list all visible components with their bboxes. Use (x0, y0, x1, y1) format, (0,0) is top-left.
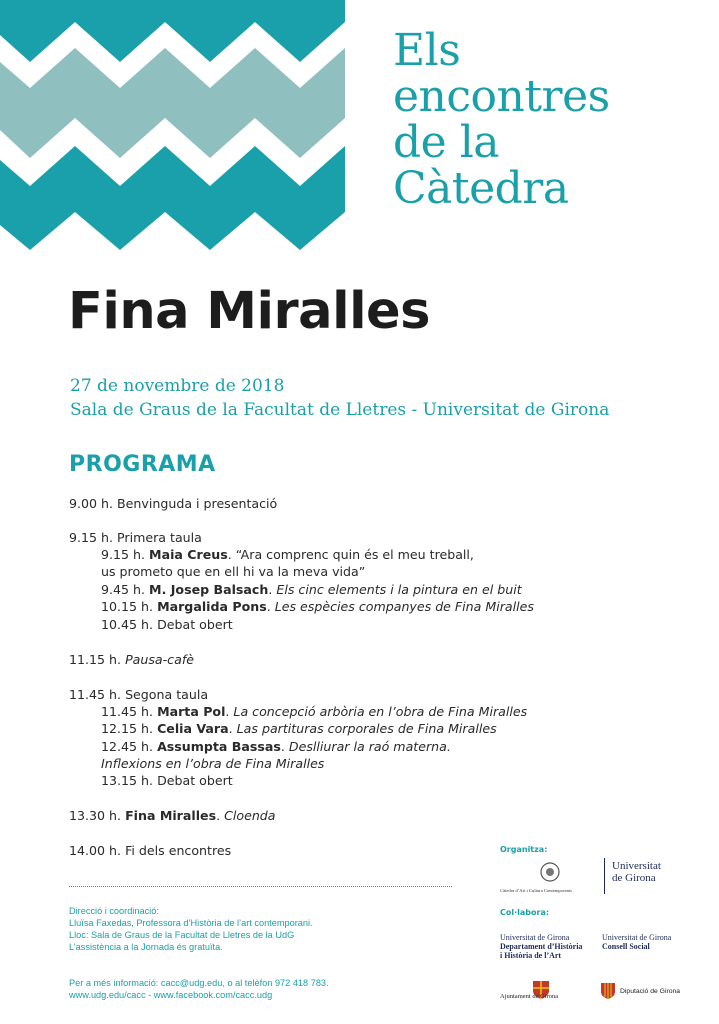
footer-direction-label: Direcció i coordinació: (69, 906, 159, 916)
talk-time: 12.15 h. (101, 721, 154, 736)
break-text: Pausa-cafè (125, 652, 195, 667)
talk-title: Las partituras corporales de Fina Miralles (236, 721, 497, 736)
session2-title: Segona taula (125, 687, 209, 702)
closing-speaker: Fina Miralles (125, 808, 217, 823)
closing-text: Cloenda (224, 808, 276, 823)
series-title (393, 25, 713, 214)
footer-direction: Lluïsa Faxedas, Professora d’Història de l’art contemporani. (69, 918, 313, 928)
organitza-label: Organitza: (500, 845, 548, 854)
session1-header (69, 529, 202, 546)
closing: 13.30 h. Fina Miralles. Cloenda (69, 808, 276, 823)
break-time: 11.15 h. (69, 652, 122, 667)
footer-place: Lloc: Sala de Graus de la Facultat de Lletres de la UdG (69, 930, 295, 940)
talk-title: Deslliurar la raó materna. (288, 739, 451, 754)
debate-2 (101, 772, 233, 789)
talk-title: La concepció arbòria en l’obra de Fina Miralles (233, 704, 528, 719)
catedra-emblem-icon (500, 860, 600, 888)
talk-speaker: M. Josep Balsach (149, 582, 269, 597)
program-welcome (69, 495, 277, 512)
talk-speaker: Assumpta Bassas (157, 739, 281, 754)
event-venue: Sala de Graus de la Facultat de Lletres - Universitat de Girona (70, 400, 610, 420)
end-time: 14.00 h. (69, 843, 122, 858)
talk-time: 11.45 h. (101, 704, 154, 719)
udg-line-2: de Girona (612, 872, 656, 884)
talk-creus-line2: us prometo que en ell hi va la meva vida” (101, 564, 366, 579)
footer-links[interactable]: www.udg.edu/cacc - www.facebook.com/cacc.udg (69, 990, 273, 1000)
dept-line-3: i Història de l’Art (500, 951, 562, 960)
session1-time: 9.15 h. (69, 530, 114, 545)
talk-time: 9.15 h. (101, 547, 146, 562)
series-title-line-3: de la (393, 117, 499, 168)
talk-text: Debat obert (157, 617, 233, 632)
dept-line-1: Universitat de Girona (500, 933, 570, 942)
udg-logo (612, 860, 661, 884)
collabora-label: Col·labora: (500, 908, 550, 917)
talk-bassas: 12.45 h. Assumpta Bassas. Deslliurar la raó materna. (101, 739, 451, 754)
talk-pol: 11.45 h. Marta Pol. La concepció arbòria en l’obra de Fina Miralles (101, 704, 528, 719)
footer-free: L’assistència a la Jornada és gratuïta. (69, 942, 223, 952)
consell-logo (602, 933, 671, 951)
talk-time: 9.45 h. (101, 582, 146, 597)
zigzag-pattern (0, 0, 345, 258)
talk-time: 13.15 h. (101, 773, 154, 788)
diputacio-shield-icon (600, 982, 616, 1000)
talk-time: 10.15 h. (101, 599, 154, 614)
talk-balsach: 9.45 h. M. Josep Balsach. Els cinc elements i la pintura en el buit (101, 582, 522, 597)
catedra-name: Càtedra d’Art i Cultura Contemporanis (500, 888, 572, 893)
session1-title: Primera taula (117, 530, 202, 545)
closing-time: 13.30 h. (69, 808, 122, 823)
welcome-time: 9.00 h. (69, 496, 114, 511)
event-title: Fina Miralles (68, 282, 431, 341)
catedra-logo (500, 860, 600, 896)
event-date: 27 de novembre de 2018 (70, 376, 285, 396)
talk-vara: 12.15 h. Celia Vara. Las partituras corporales de Fina Miralles (101, 721, 497, 736)
dept-line-2: Departament d’Història (500, 942, 583, 951)
udg-line-1: Universitat (612, 860, 661, 872)
footer-info[interactable]: Per a més informació: cacc@udg.edu, o al telèfon 972 418 783. (69, 978, 329, 988)
program-heading: PROGRAMA (69, 452, 216, 477)
end-text: Fi dels encontres (125, 843, 232, 858)
series-title-line-4: Càtedra (393, 163, 569, 214)
talk-speaker: Maia Creus (149, 547, 228, 562)
talk-text: Debat obert (157, 773, 233, 788)
ajuntament-name: Ajuntament de Girona (500, 993, 559, 1000)
talk-time: 10.45 h. (101, 617, 154, 632)
talk-title: “Ara comprenc quin és el meu treball, (235, 547, 474, 562)
logo-separator (604, 858, 605, 894)
footer-divider (69, 886, 452, 887)
consell-line-1: Universitat de Girona (602, 933, 672, 942)
consell-line-2: Consell Social (602, 942, 650, 951)
talk-pons: 10.15 h. Margalida Pons. Les espècies companyes de Fina Miralles (101, 599, 534, 614)
talk-title-line2: Inflexions en l’obra de Fina Miralles (101, 756, 325, 771)
talk-speaker: Margalida Pons (157, 599, 267, 614)
session2-header (69, 686, 208, 703)
session2-time: 11.45 h. (69, 687, 122, 702)
series-title-line-2: encontres (393, 71, 610, 122)
talk-speaker: Celia Vara (157, 721, 229, 736)
ajuntament-logo (500, 980, 590, 1004)
talk-bassas-line2 (101, 755, 324, 772)
debate-1 (101, 616, 233, 633)
talk-time: 12.45 h. (101, 739, 154, 754)
talk-creus: 9.15 h. Maia Creus. “Ara comprenc quin és el meu treball, (101, 547, 474, 562)
diputacio-logo (600, 980, 690, 1004)
talk-title: Les espècies companyes de Fina Miralles (274, 599, 534, 614)
welcome-text: Benvinguda i presentació (117, 496, 278, 511)
end-of-event (69, 842, 231, 859)
diputacio-name: Diputació de Girona (620, 988, 681, 995)
talk-title: Els cinc elements i la pintura en el buit (276, 582, 522, 597)
coffee-break (69, 651, 194, 668)
dept-logo (500, 933, 582, 960)
series-title-line-1: Els (393, 25, 461, 76)
talk-speaker: Marta Pol (157, 704, 226, 719)
